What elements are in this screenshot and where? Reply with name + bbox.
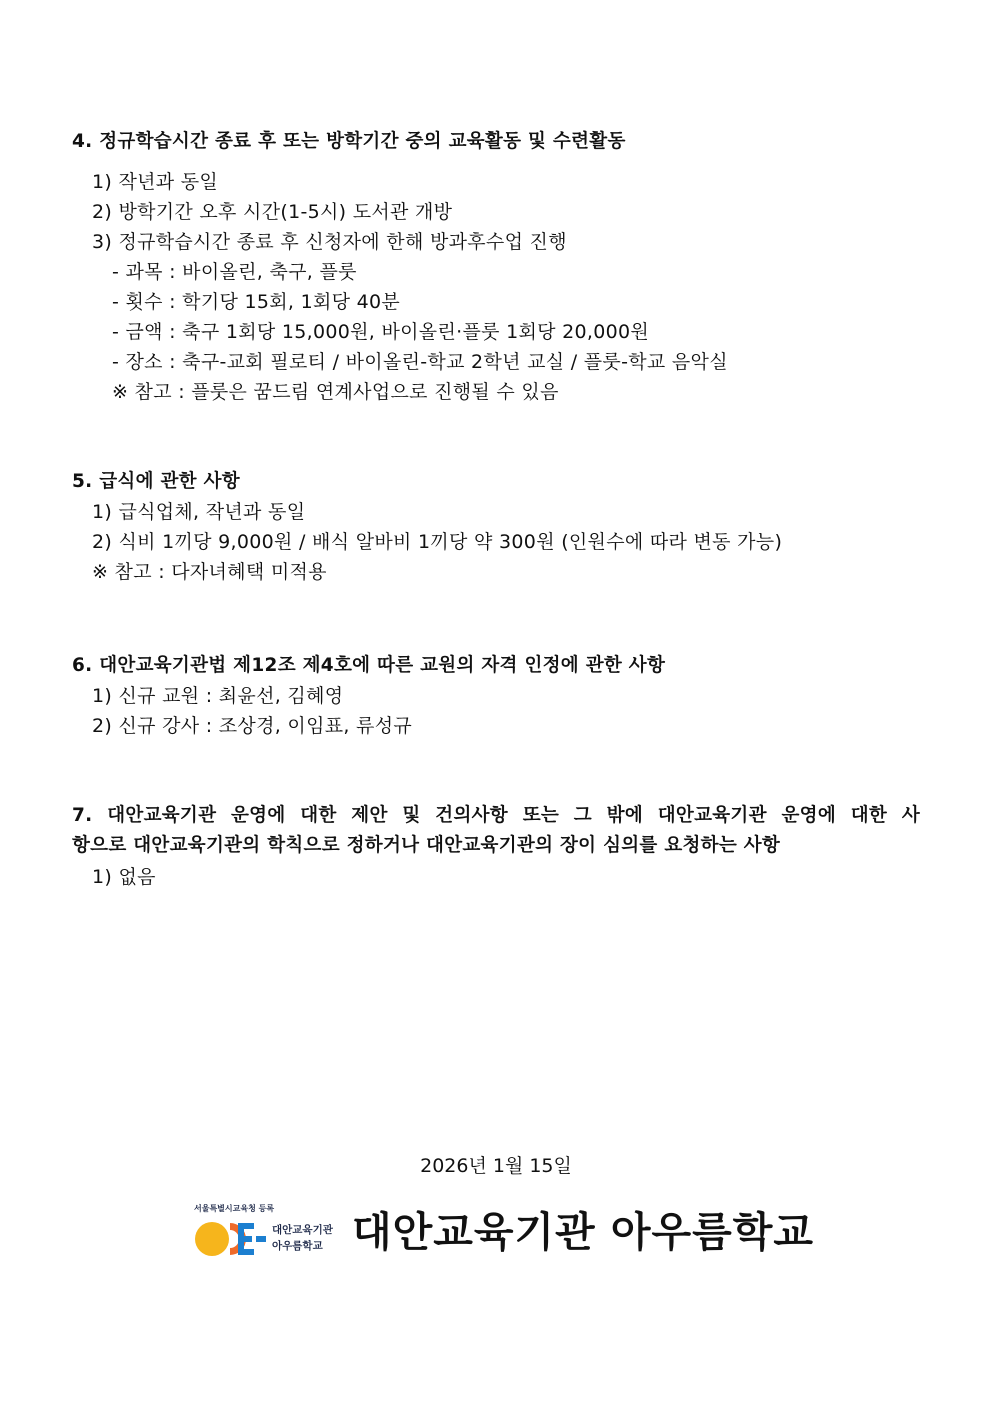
section-7-heading-line-1: 7. 대안교육기관 운영에 대한 제안 및 건의사항 또는 그 밖에 대안교육기관 운영에 대한 사 (72, 805, 920, 826)
section-4-item-1: 1) 작년과 동일 (92, 171, 219, 193)
section-6-heading: 6. 대안교육기관법 제12조 제4호에 따른 교원의 자격 인정에 관한 사항 (72, 655, 666, 676)
section-6-item-2: 2) 신규 강사 : 조상경, 이임표, 류성규 (92, 715, 413, 737)
section-4-sub-count: - 횟수 : 학기당 15회, 1회당 40분 (112, 291, 401, 313)
document-date: 2026년 1월 15일 (420, 1155, 572, 1177)
section-5-item-1: 1) 급식업체, 작년과 동일 (92, 501, 306, 523)
school-name: 대안교육기관 아우름학교 (352, 1208, 814, 1256)
section-4-sub-fee: - 금액 : 축구 1회당 15,000원, 바이올린·플룻 1회당 20,000원 (112, 321, 650, 343)
section-4-item-2: 2) 방학기간 오후 시간(1-5시) 도서관 개방 (92, 201, 453, 223)
section-5-heading: 5. 급식에 관한 사항 (72, 471, 240, 492)
section-4-note: ※ 참고 : 플룻은 꿈드림 연계사업으로 진행될 수 있음 (112, 381, 559, 403)
logo-mark-icon (194, 1219, 270, 1259)
section-7-heading-line-2: 항으로 대안교육기관의 학칙으로 정하거나 대안교육기관의 장이 심의를 요청하는 사항 (72, 835, 781, 856)
logo-text-line-2: 아우름학교 (272, 1240, 323, 1252)
section-7-item-1: 1) 없음 (92, 866, 156, 888)
section-5-item-2: 2) 식비 1끼당 9,000원 / 배식 알바비 1끼당 약 300원 (인원수에 따라 변동 가능) (92, 531, 783, 553)
section-5-note: ※ 참고 : 다자녀혜택 미적용 (92, 561, 327, 583)
section-6-item-1: 1) 신규 교원 : 최윤선, 김혜영 (92, 685, 344, 707)
section-4-heading: 4. 정규학습시간 종료 후 또는 방학기간 중의 교육활동 및 수련활동 (72, 131, 626, 152)
logo-registration-text: 서울특별시교육청 등록 (194, 1204, 275, 1213)
section-4-sub-subject: - 과목 : 바이올린, 축구, 플룻 (112, 261, 357, 283)
section-4-sub-place: - 장소 : 축구-교회 필로티 / 바이올린-학교 2학년 교실 / 플룻-학교 음악실 (112, 351, 728, 373)
section-4-item-3: 3) 정규학습시간 종료 후 신청자에 한해 방과후수업 진행 (92, 231, 567, 253)
logo-text-line-1: 대안교육기관 (272, 1224, 333, 1236)
school-logo (194, 1203, 344, 1259)
